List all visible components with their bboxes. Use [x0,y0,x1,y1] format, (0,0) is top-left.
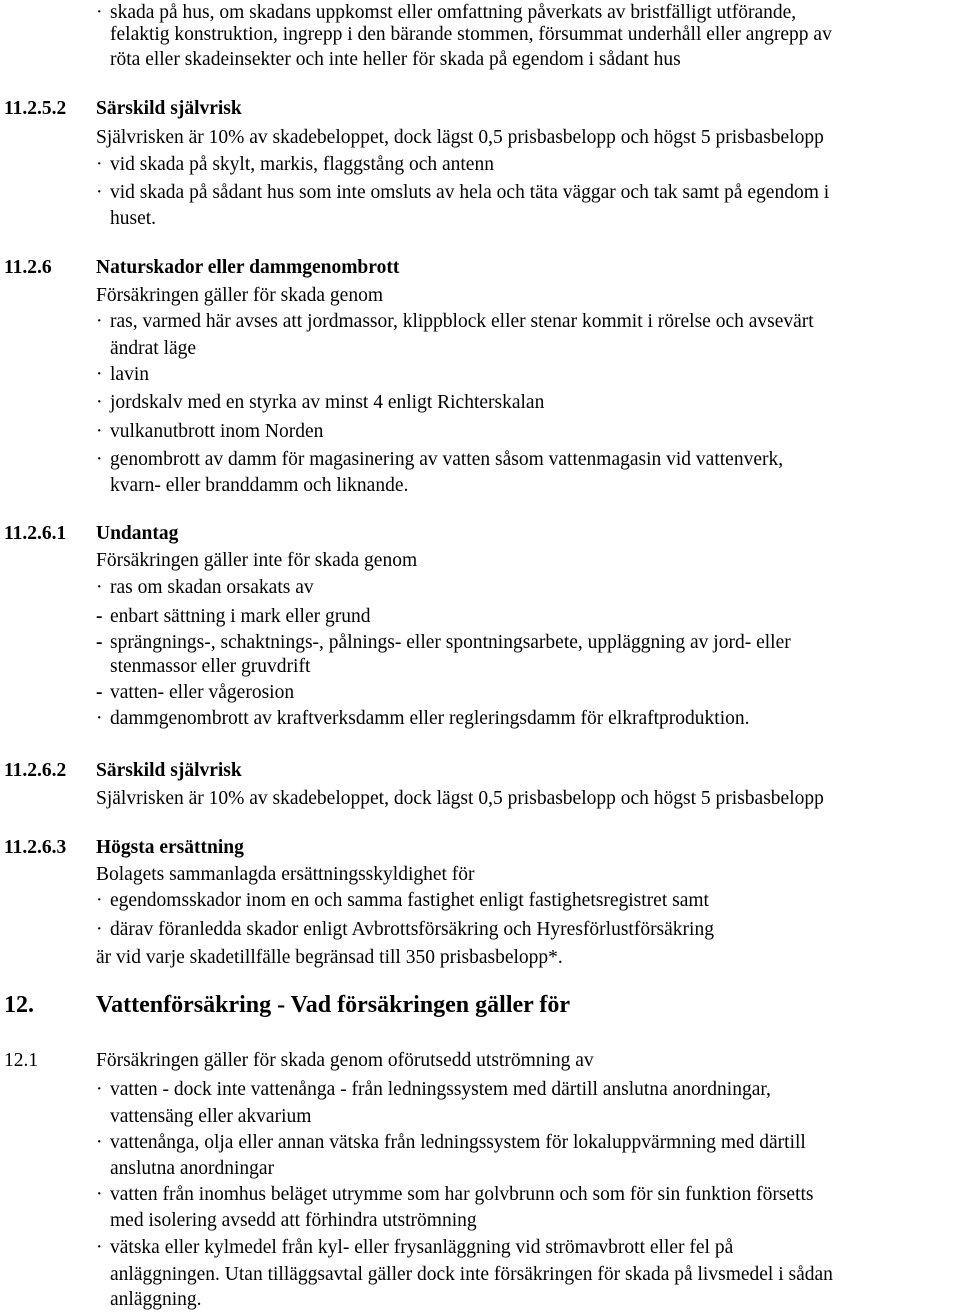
list-item-text: ändrat läge [110,338,197,359]
chapter-heading: Vattenförsäkring - Vad försäkringen gäller för [96,992,570,1018]
bullet: · [96,1079,103,1100]
list-item-text: vid skada på sådant hus som inte omsluts av hela och täta väggar och tak samt på egendom i [110,182,830,203]
list-item-text: stenmassor eller gruvdrift [110,656,311,677]
section-number: 11.2.6.3 [4,837,67,858]
list-item-text: röta eller skadeinsekter och inte heller för skada på egendom i sådant hus [110,49,681,70]
bullet: · [96,449,103,470]
bullet: · [96,182,103,203]
section-number: 11.2.5.2 [4,98,67,119]
list-item-text: anslutna anordningar [110,1158,275,1179]
list-item-text: genombrott av damm för magasinering av vatten såsom vattenmagasin vid vattenverk, [110,449,784,470]
bullet: · [96,708,103,729]
list-item-text: dammgenombrott av kraftverksdamm eller regleringsdamm för elkraftproduktion. [110,708,750,729]
section-number: 11.2.6.2 [4,760,67,781]
section-number: 12.1 [4,1050,39,1071]
paragraph: Bolagets sammanlagda ersättningsskyldighet för [96,864,475,885]
section-heading: Högsta ersättning [96,837,244,858]
bullet: · [96,890,103,911]
section-number: 11.2.6 [4,257,52,278]
chapter-number: 12. [4,992,34,1018]
list-item-text: med isolering avsedd att förhindra utströmning [110,1210,477,1231]
list-item-text: anläggningen. Utan tilläggsavtal gäller dock inte försäkringen för skada på livsmedel i sådan [110,1264,833,1285]
list-item-text: vattensäng eller akvarium [110,1106,312,1127]
list-item-text: huset. [110,208,157,229]
list-item-text: felaktig konstruktion, ingrepp i den bärande stommen, försummat underhåll eller angrepp av [110,24,832,45]
list-item-text: egendomsskador inom en och samma fastighet enligt fastighetsregistret samt [110,890,709,911]
dash: - [96,606,103,627]
bullet: · [96,577,103,598]
paragraph: är vid varje skadetillfälle begränsad till 350 prisbasbelopp*. [96,947,563,968]
bullet: · [96,1132,103,1153]
list-item-text: vulkanutbrott inom Norden [110,421,324,442]
list-item-text: lavin [110,364,149,385]
paragraph: Försäkringen gäller för skada genom oförutsedd utströmning av [96,1050,594,1071]
list-item-text: jordskalv med en styrka av minst 4 enligt Richterskalan [110,392,545,413]
list-item-text: enbart sättning i mark eller grund [110,606,371,627]
bullet: · [96,1184,103,1205]
list-item-text: därav föranledda skador enligt Avbrottsförsäkring och Hyresförlustförsäkring [110,919,714,940]
list-item-text: vatten - dock inte vattenånga - från ledningssystem med därtill anslutna anordningar, [110,1079,771,1100]
paragraph: Självrisken är 10% av skadebeloppet, dock lägst 0,5 prisbasbelopp och högst 5 prisbasbelopp [96,788,824,809]
list-item-text: vattenånga, olja eller annan vätska från ledningssystem för lokaluppvärmning med därtill [110,1132,806,1153]
paragraph: Försäkringen gäller för skada genom [96,285,383,306]
bullet: · [96,392,103,413]
list-item-text: vatten från inomhus beläget utrymme som har golvbrunn och som för sin funktion försetts [110,1184,814,1205]
dash: - [96,682,103,703]
list-item-text: ras, varmed här avses att jordmassor, klippblock eller stenar kommit i rörelse och avsevärt [110,311,814,332]
paragraph: Självrisken är 10% av skadebeloppet, dock lägst 0,5 prisbasbelopp och högst 5 prisbasbelopp [96,127,824,148]
section-heading: Särskild självrisk [96,760,242,781]
section-heading: Undantag [96,523,179,544]
bullet: · [96,2,103,23]
bullet: · [96,919,103,940]
section-heading: Särskild självrisk [96,98,242,119]
list-item-text: vatten- eller vågerosion [110,682,295,703]
list-item-text: kvarn- eller branddamm och liknande. [110,475,409,496]
bullet: · [96,364,103,385]
list-item-text: ras om skadan orsakats av [110,577,314,598]
list-item-text: vid skada på skylt, markis, flaggstång och antenn [110,154,494,175]
list-item-text: skada på hus, om skadans uppkomst eller omfattning påverkats av bristfälligt utförande, [110,2,797,23]
list-item-text: vätska eller kylmedel från kyl- eller frysanläggning vid strömavbrott eller fel på [110,1237,734,1258]
list-item-text: anläggning. [110,1289,202,1310]
bullet: · [96,154,103,175]
section-heading: Naturskador eller dammgenombrott [96,257,400,278]
bullet: · [96,421,103,442]
dash: - [96,632,103,653]
section-number: 11.2.6.1 [4,523,67,544]
list-item-text: sprängnings-, schaktnings-, pålnings- eller spontningsarbete, uppläggning av jord- eller [110,632,791,653]
bullet: · [96,1237,103,1258]
paragraph: Försäkringen gäller inte för skada genom [96,550,418,571]
bullet: · [96,311,103,332]
